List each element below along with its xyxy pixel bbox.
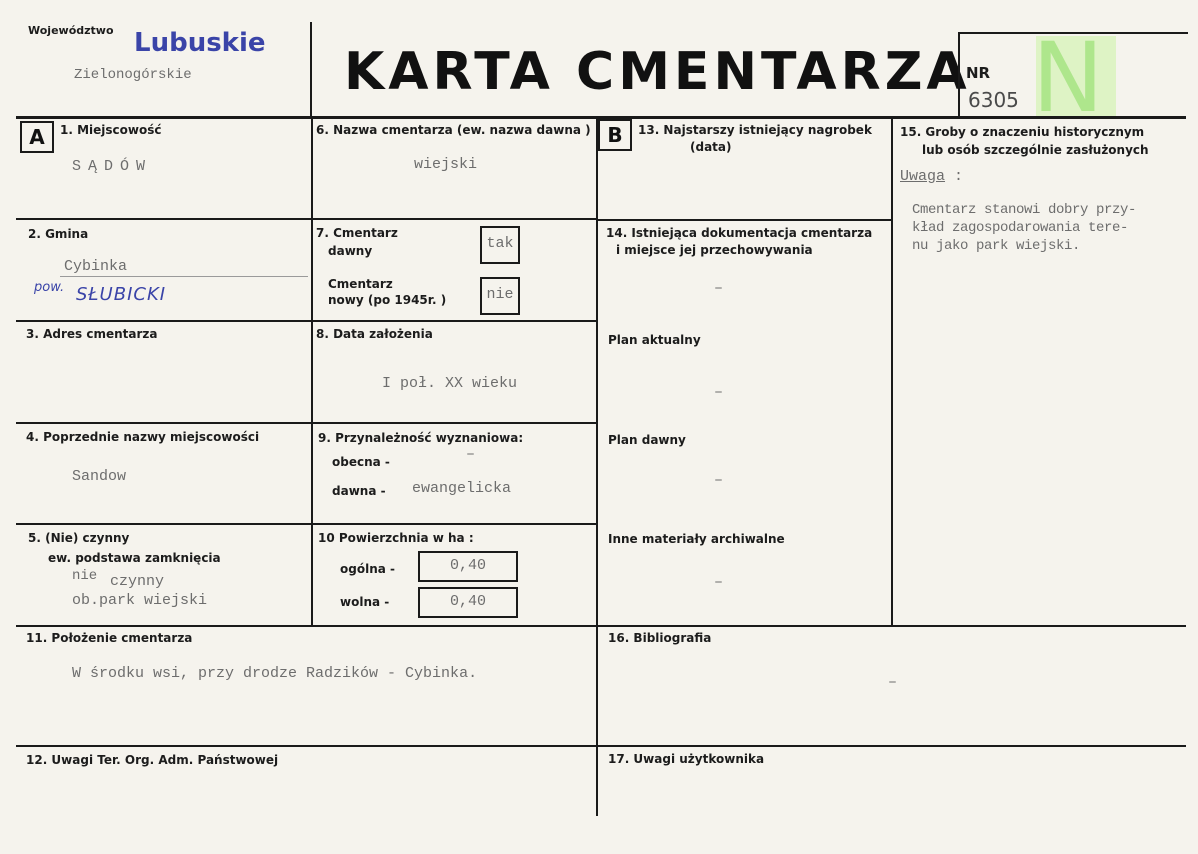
field-14-value: –: [714, 280, 724, 297]
rule-vertical-1: [311, 116, 313, 626]
rule-h-4: [16, 523, 596, 525]
field-8-label: 8. Data założenia: [316, 327, 433, 341]
field-6-label: 6. Nazwa cmentarza (ew. nazwa dawna ): [316, 123, 591, 137]
field-14-inne: Inne materiały archiwalne: [608, 532, 785, 546]
field-1-label: 1. Miejscowość: [60, 123, 162, 137]
nr-value: 6305: [968, 88, 1019, 112]
rule-h-3: [16, 422, 596, 424]
rule-h-1-mid: [598, 219, 892, 221]
field-13-label-1: 13. Najstarszy istniejący nagrobek: [638, 123, 872, 137]
rule-vertical-3: [891, 116, 893, 626]
field-10-wolna-value: 0,40: [449, 593, 486, 610]
field-13-label-2: (data): [690, 140, 732, 154]
field-9-obecna-label: obecna -: [332, 455, 390, 469]
field-7-value-a: tak: [486, 235, 514, 252]
field-7-label-b1: Cmentarz: [328, 277, 393, 291]
field-10-ogolna-value: 0,40: [449, 557, 486, 574]
page-title: KARTA CMENTARZA: [344, 42, 971, 102]
field-16-label: 16. Bibliografia: [608, 631, 712, 645]
field-5-value-2: ob.park wiejski: [72, 592, 208, 609]
field-8-value: I poł. XX wieku: [382, 375, 518, 392]
section-a-letter: A: [20, 121, 54, 153]
field-2-label: 2. Gmina: [28, 227, 89, 241]
field-2-pow-prefix: pow.: [34, 280, 65, 295]
field-5-sublabel: ew. podstawa zamknięcia: [48, 551, 221, 565]
field-11-value: W środku wsi, przy drodze Radzików - Cybinka.: [72, 665, 478, 682]
wojewodztwo-old: Zielonogórskie: [74, 67, 192, 83]
field-9-dawna-value: ewangelicka: [412, 480, 512, 497]
section-b-letter: B: [598, 119, 632, 151]
rule-vertical-header: [310, 22, 312, 118]
field-10-wolna-label: wolna -: [340, 595, 390, 609]
field-9-dawna-label: dawna -: [332, 484, 386, 498]
rule-gmina-underline: [60, 276, 308, 277]
field-7-value-b: nie: [486, 286, 514, 303]
field-12-label: 12. Uwagi Ter. Org. Adm. Państwowej: [26, 753, 279, 767]
field-14-plan-aktualny-value: –: [714, 384, 724, 401]
field-15-label-1: 15. Groby o znaczeniu historycznym: [900, 125, 1145, 139]
field-7-label-b2: nowy (po 1945r. ): [328, 293, 447, 307]
field-14-plan-dawny-value: –: [714, 472, 724, 489]
field-3-label: 3. Adres cmentarza: [26, 327, 158, 341]
field-10-ogolna-label: ogólna -: [340, 562, 395, 576]
rule-h-2: [16, 320, 596, 322]
field-14-plan-aktualny: Plan aktualny: [608, 333, 701, 347]
field-15-text-2: kład zagospodarowania tere-: [912, 220, 1129, 236]
field-15-uwaga-colon: :: [954, 168, 964, 185]
field-17-label: 17. Uwagi użytkownika: [608, 752, 765, 766]
field-5-label: 5. (Nie) czynny: [28, 531, 130, 545]
field-4-label: 4. Poprzednie nazwy miejscowości: [26, 430, 260, 444]
field-2-value: Cybinka: [64, 258, 128, 275]
field-7-label-a1: 7. Cmentarz: [316, 226, 398, 240]
nr-label: NR: [966, 64, 991, 82]
field-5-value-nie: nie: [72, 568, 98, 584]
field-15-text-3: nu jako park wiejski.: [912, 238, 1081, 254]
field-14-label-1: 14. Istniejąca dokumentacja cmentarza: [606, 226, 873, 240]
field-16-value: –: [888, 674, 898, 691]
rule-h-1-left: [16, 218, 596, 220]
field-1-value: SĄDÓW: [72, 158, 153, 175]
field-9-label: 9. Przynależność wyznaniowa:: [318, 431, 524, 445]
rule-h-6: [16, 745, 1186, 747]
field-11-label: 11. Położenie cmentarza: [26, 631, 193, 645]
marker-letter: N: [1032, 22, 1104, 134]
field-14-plan-dawny: Plan dawny: [608, 433, 686, 447]
field-5-value-czynny: czynny: [110, 573, 165, 590]
field-4-value: Sandow: [72, 468, 127, 485]
field-2-pow-value: SŁUBICKI: [76, 284, 167, 305]
field-7-label-a2: dawny: [328, 244, 373, 258]
field-15-label-2: lub osób szczególnie zasłużonych: [922, 143, 1149, 157]
field-15-text-1: Cmentarz stanowi dobry przy-: [912, 202, 1137, 218]
field-6-value: wiejski: [414, 156, 478, 173]
wojewodztwo-label: Województwo: [28, 24, 114, 37]
rule-h-5: [16, 625, 1186, 627]
rule-vertical-2: [596, 116, 598, 816]
field-9-obecna-value: –: [466, 446, 476, 463]
field-15-uwaga-label: Uwaga: [900, 168, 946, 185]
field-14-inne-value: –: [714, 574, 724, 591]
wojewodztwo-value: Lubuskie: [134, 28, 266, 58]
field-10-label: 10 Powierzchnia w ha :: [318, 531, 474, 545]
field-14-label-2: i miejsce jej przechowywania: [616, 243, 813, 257]
